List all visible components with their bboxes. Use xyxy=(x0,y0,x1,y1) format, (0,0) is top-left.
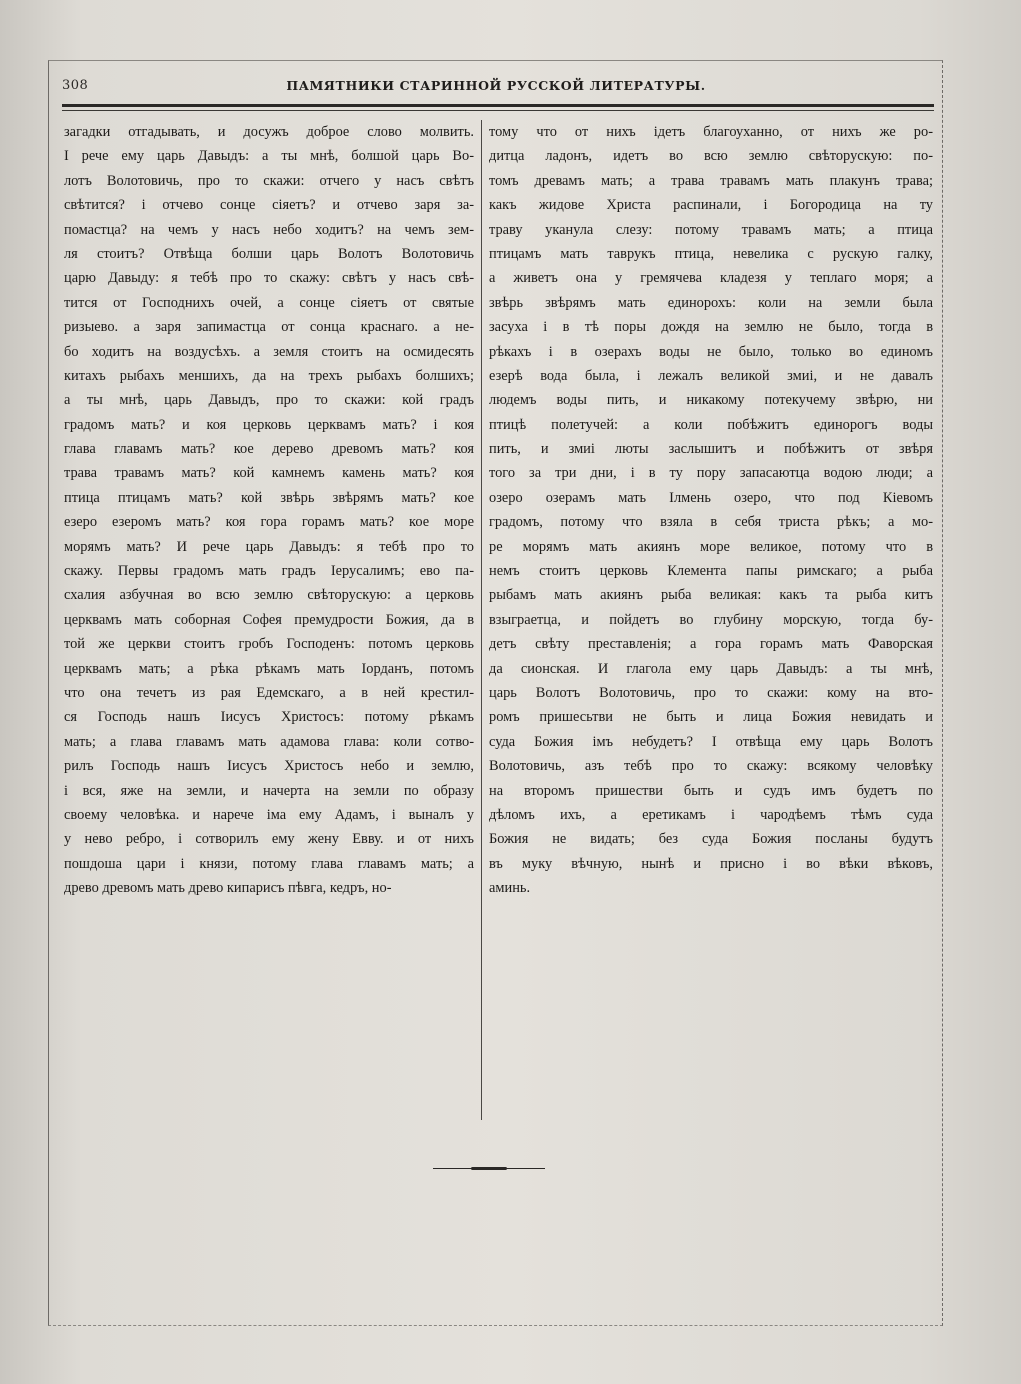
text-line: дитца ладонъ, идетъ во всю землю свѣторускую: по- xyxy=(489,148,933,165)
text-line: ре морямъ мать акиянъ море великое, потому что в xyxy=(489,538,933,555)
text-line: церквамъ мать; а рѣка рѣкамъ мать Іорданъ, потомъ xyxy=(64,660,474,677)
page-number: 308 xyxy=(62,78,89,93)
text-line: въ муку вѣчную, нынѣ и присно і во вѣки вѣковъ, xyxy=(489,855,933,872)
right-text-column xyxy=(489,120,933,901)
text-line: аминь. xyxy=(489,880,531,897)
text-line: рыбамъ мать акиянъ рыба великая: какъ та рыба китъ xyxy=(489,587,933,604)
text-line: а живетъ она у гремячева кладезя у теплаго моря; а xyxy=(489,270,933,287)
text-line: траву уканула слезу: потому травамъ мать; а птица xyxy=(489,221,933,238)
text-line: китахъ рыбахъ меншихъ, да на трехъ рыбахъ болшихъ; xyxy=(64,367,474,384)
text-line: рѣкахъ і в озерахъ воды не было, только во единомъ xyxy=(489,343,933,360)
text-line: людемъ воды пить, и никакому потекучему звѣрю, ни xyxy=(489,392,933,409)
text-line: помастца? на чемъ у насъ небо ходитъ? на чемъ зем- xyxy=(64,221,474,238)
text-line: пить, и змиі люты заслышитъ и побѣжитъ от звѣря xyxy=(489,441,933,458)
text-line: схалия азбучная во всю землю свѣторускую: а церковь xyxy=(64,587,474,604)
text-line: пошдоша цари і князи, потому глава главамъ мать; а xyxy=(64,855,474,872)
column-divider xyxy=(481,120,482,1120)
text-line: у нево ребро, і сотворилъ ему жену Евву. и от нихъ xyxy=(64,831,474,848)
text-line: лотъ Волотовичь, про то скажи: отчего у насъ свѣтъ xyxy=(64,172,474,189)
running-title: ПАМЯТНИКИ СТАРИННОЙ РУССКОЙ ЛИТЕРАТУРЫ. xyxy=(286,78,706,93)
text-line: рилъ Господь нашъ Іисусъ Христосъ небо и землю, xyxy=(64,758,474,775)
text-line: того за три дни, і в ту пору запасаютца водою люди; а xyxy=(489,465,933,482)
text-line: птицѣ полетучей: а коли побѣжитъ единорогъ воды xyxy=(489,416,933,433)
text-line: да сионская. И глагола ему царь Давыдъ: а ты мнѣ, xyxy=(489,660,933,677)
text-line: глава главамъ мать? кое дерево древомъ мать? коя xyxy=(64,441,474,458)
text-line: той же церкви стоитъ гробъ Господенъ: потомъ церковь xyxy=(64,636,474,653)
text-line: томъ древамъ мать; а трава травамъ мать плакунъ трава; xyxy=(489,172,933,189)
end-ornament xyxy=(433,1167,545,1170)
text-line: суда Божия імъ небудетъ? I отвѣща ему царь Волотъ xyxy=(489,733,933,750)
text-line: бо ходитъ на воздусѣхъ. а земля стоитъ на осмидесять xyxy=(64,343,474,360)
text-line: трава травамъ мать? кой камнемъ камень мать? коя xyxy=(64,465,474,482)
text-line: загадки отгадывать, и досужъ доброе слово молвить. xyxy=(64,124,474,140)
text-line: езеро езеромъ мать? коя гора горамъ мать? кое море xyxy=(64,514,474,531)
text-line: царю Давыду: я тебѣ про то скажу: свѣтъ у насъ свѣ- xyxy=(64,270,474,287)
text-line: Божия не видать; без суда Божия посланы будутъ xyxy=(489,831,933,848)
text-line: звѣрь звѣрямъ мать единорохъ: коли на земли была xyxy=(489,294,933,311)
text-line: езерѣ вода была, і лежалъ великой змиі, и не давалъ xyxy=(489,367,933,384)
left-text-column xyxy=(64,120,474,901)
text-line: церквамъ мать соборная Софея премудрости Божия, да в xyxy=(64,611,474,628)
text-line: свѣтится? і отчево сонце сіяетъ? и отчево заря за- xyxy=(64,197,474,214)
header-rule-thick xyxy=(62,104,934,107)
page-header xyxy=(62,76,930,98)
text-line: ся Господь нашъ Іисусъ Христосъ: потому рѣкамъ xyxy=(64,709,474,726)
text-line: что она течетъ из рая Едемскаго, а в ней крестил- xyxy=(64,684,474,701)
header-rule-thin xyxy=(62,110,934,111)
text-line: древо древомъ мать древо кипарисъ пѣвга, кедръ, но- xyxy=(64,880,392,897)
text-line: дѣломъ ихъ, а еретикамъ і чародѣемъ тѣмъ суда xyxy=(489,806,933,823)
text-line: морямъ мать? И рече царь Давыдъ: я тебѣ про то xyxy=(64,538,474,555)
text-line: на второмъ пришестви быть и судъ имъ будетъ по xyxy=(489,782,933,799)
text-line: градомъ, потому что взяла в себя триста рѣкъ; а мо- xyxy=(489,514,933,531)
text-line: птицамъ мать таврукъ птица, невелика с рускую галку, xyxy=(489,245,933,262)
text-line: градомъ мать? и коя церковь церквамъ мать? і коя xyxy=(64,416,474,433)
text-line: тится от Господнихъ очей, а сонце сіяетъ от святые xyxy=(64,294,474,311)
text-line: детъ свѣту преставленія; а гора горамъ мать Фаворская xyxy=(489,636,933,653)
text-line: мать; а глава главамъ мать адамова глава: коли сотво- xyxy=(64,733,474,750)
text-line: тому что от нихъ ідетъ благоуханно, от нихъ же ро- xyxy=(489,124,933,140)
text-line: ля стоитъ? Отвѣща болши царь Волотъ Волотовичь xyxy=(64,245,474,262)
text-line: засуха і в тѣ поры дождя на землю не было, тогда в xyxy=(489,319,933,336)
text-line: царь Волотъ Волотовичь, про то скажи: кому на вто- xyxy=(489,684,933,701)
text-line: ризыево. а заря запимастца от сонца краснаго. а не- xyxy=(64,319,474,336)
text-line: птица птицамъ мать? кой звѣрь звѣрямъ мать? кое xyxy=(64,489,474,506)
text-line: озеро озерамъ мать Ілмень озеро, что под Кіевомъ xyxy=(489,489,933,506)
text-line: а ты мнѣ, царь Давыдъ, про то скажи: кой градъ xyxy=(64,392,474,409)
text-line: і вся, яже на земли, и начерта на земли по образу xyxy=(64,782,474,799)
text-line: Волотовичь, азъ тебѣ про то скажу: всякому человѣку xyxy=(489,758,933,775)
text-line: скажу. Первы градомъ мать градъ Іерусалимъ; ево па- xyxy=(64,563,474,580)
text-line: своему человѣка. и нарече іма ему Адамъ, і выналъ у xyxy=(64,806,474,823)
text-line: ромъ пришесьтви не быть и лица Божия невидать и xyxy=(489,709,933,726)
text-line: какъ жидове Христа распинали, і Богородица на ту xyxy=(489,197,933,214)
text-line: немъ стоитъ церковь Клемента папы римскаго; а рыба xyxy=(489,563,933,580)
text-line: взыграетца, и пойдетъ во глубину морскую, тогда бу- xyxy=(489,611,933,628)
text-line: I рече ему царь Давыдъ: а ты мнѣ, болшой царь Во- xyxy=(64,148,474,165)
